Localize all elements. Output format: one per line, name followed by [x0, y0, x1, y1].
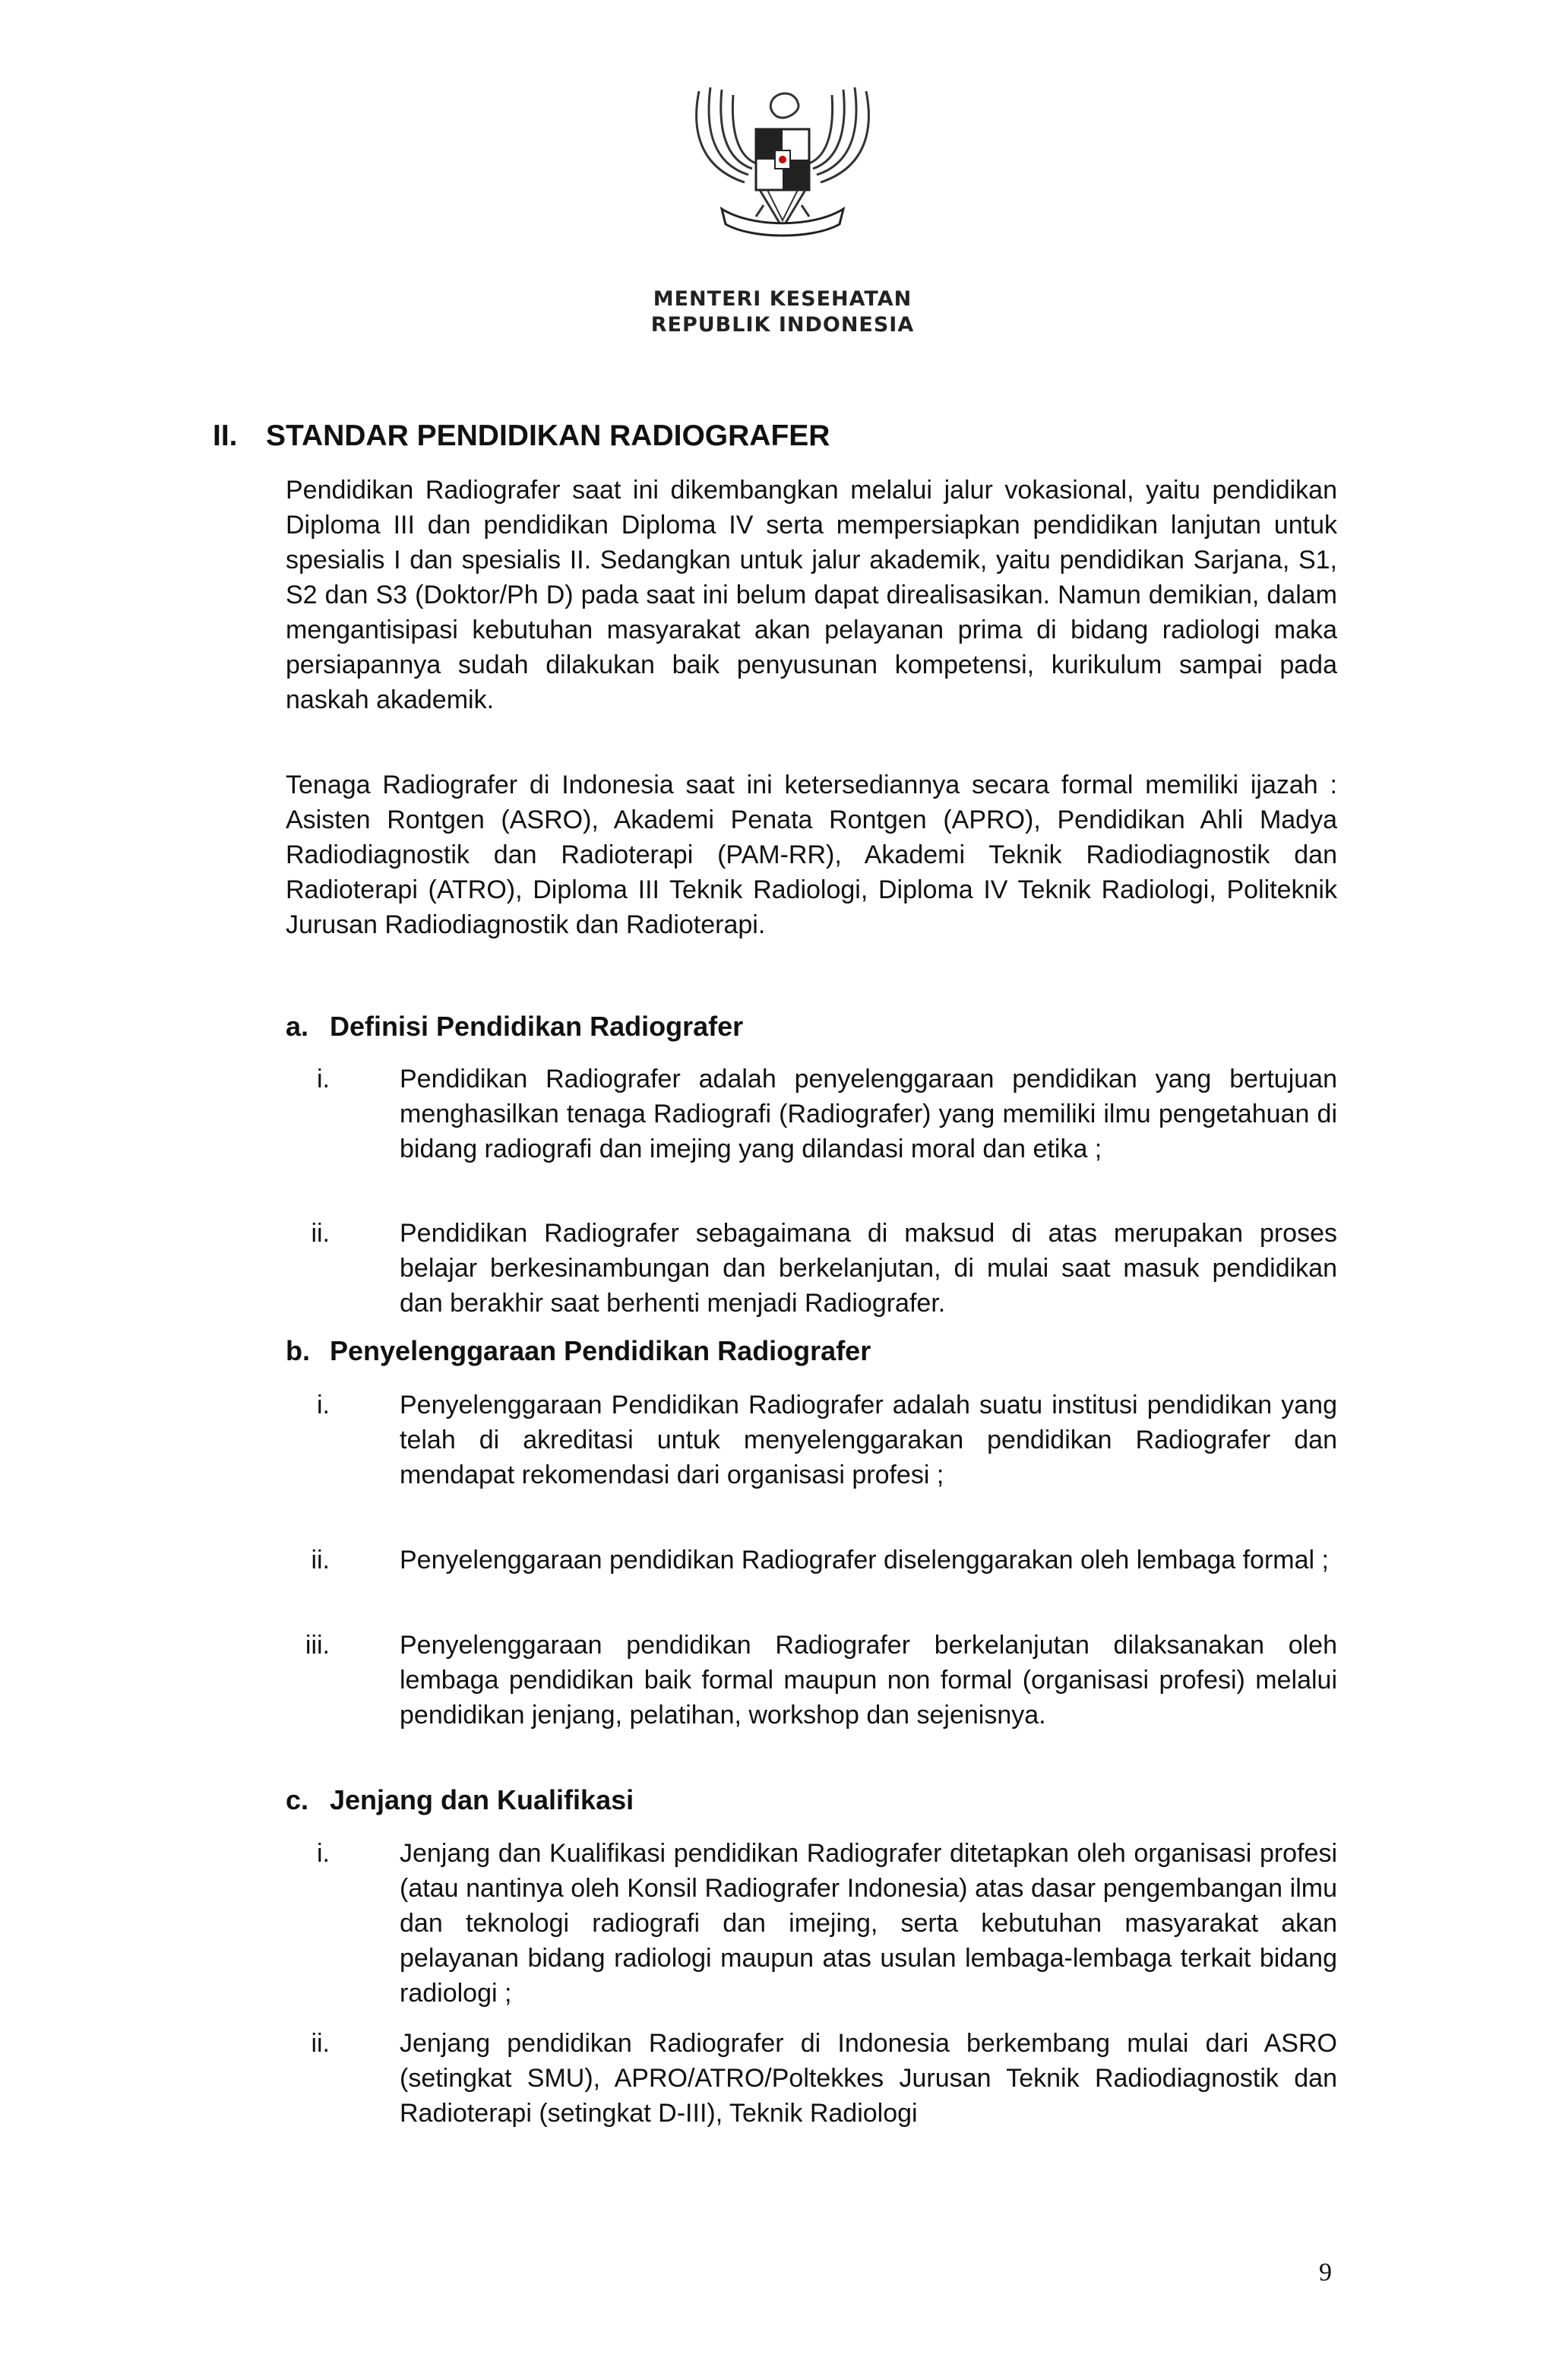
list-item-number: ii. [311, 1546, 330, 1575]
subsection-heading-a [286, 1011, 743, 1043]
list-item-text: Jenjang pendidikan Radiografer di Indonesia berkembang mulai dari ASRO (setingkat SMU), APRO/ATRO/Poltekkes Jurusan Teknik Radiodiagnostik dan Radioterapi (setingkat D-III), Teknik Radiologi [400, 2029, 1337, 2128]
list-item-text: Pendidikan Radiografer adalah penyelenggaraan pendidikan yang bertujuan menghasilkan tenaga Radiografi (Radiografer) yang memiliki ilmu pengetahuan di bidang radiografi dan imejing yang dilandasi moral dan etika ; [400, 1065, 1337, 1163]
list-item-text: Pendidikan Radiografer sebagaimana di maksud di atas merupakan proses belajar berkesinambungan dan berkelanjutan, di mulai saat masuk pendidikan dan berakhir saat berhenti menjadi Radiografer. [400, 1219, 1337, 1318]
subsection-title: Penyelenggaraan Pendidikan Radiografer [330, 1335, 871, 1366]
subsection-heading-b [286, 1335, 871, 1367]
list-item-text: Jenjang dan Kualifikasi pendidikan Radiografer ditetapkan oleh organisasi profesi (atau nantinya oleh Konsil Radiografer Indonesia) atas dasar pengembangan ilmu dan teknologi radiografi dan imejing, serta kebutuhan masyarakat akan pelayanan bidang radiologi maupun atas usulan lembaga-lembaga terkait bidang radiologi ; [400, 1839, 1337, 2008]
ministry-name: MENTERI KESEHATAN [653, 287, 912, 311]
list-item [286, 2026, 1337, 2131]
list-item [286, 1216, 1337, 1321]
list-item [286, 1836, 1337, 2011]
subsection-heading-c [286, 1784, 634, 1816]
list-item-text: Penyelenggaraan pendidikan Radiografer berkelanjutan dilaksanakan oleh lembaga pendidikan baik formal maupun non formal (organisasi profesi) melalui pendidikan jenjang, pelatihan, workshop dan sejenisnya. [400, 1631, 1337, 1730]
section-title-text: STANDAR PENDIDIKAN RADIOGRAFER [266, 419, 830, 452]
list-item [286, 1062, 1337, 1166]
list-item [286, 1628, 1337, 1733]
list-item [286, 1388, 1337, 1492]
list-item-number: i. [317, 1391, 330, 1419]
section-title [213, 419, 830, 453]
subsection-letter: b. [286, 1335, 310, 1366]
garuda-emblem-icon [669, 76, 897, 258]
subsection-letter: a. [286, 1011, 309, 1042]
ministry-country: REPUBLIK INDONESIA [650, 313, 915, 337]
list-item-number: ii. [311, 2029, 330, 2058]
paragraph: Pendidikan Radiografer saat ini dikembangkan melalui jalur vokasional, yaitu pendidikan Diploma III dan pendidikan Diploma IV serta mempersiapkan pendidikan lanjutan untuk spesialis I dan spesialis II. Sedangkan untuk jalur akademik, yaitu pendidikan Sarjana, S1, S2 dan S3 (Doktor/Ph D) pada saat ini belum dapat direalisasikan. Namun demikian, dalam mengantisipasi kebutuhan masyarakat akan pelayanan prima di bidang radiologi maka persiapannya sudah dilakukan baik penyusunan kompetensi, kurikulum sampai pada naskah akademik. [286, 476, 1337, 714]
subsection-letter: c. [286, 1784, 309, 1815]
list-item-text: Penyelenggaraan Pendidikan Radiografer adalah suatu institusi pendidikan yang telah di akreditasi untuk menyelenggarakan pendidikan Radiografer dan mendapat rekomendasi dari organisasi profesi ; [400, 1391, 1337, 1489]
subsection-title: Jenjang dan Kualifikasi [330, 1784, 634, 1815]
section-number: II. [213, 419, 238, 452]
paragraph: Tenaga Radiografer di Indonesia saat ini ketersediannya secara formal memiliki ijazah : Asisten Rontgen (ASRO), Akademi Penata Rontgen (APRO), Pendidikan Ahli Madya Radiodiagnostik dan Radioterapi (PAM-RR), Akademi Teknik Radiodiagnostik dan Radioterapi (ATRO), Diploma III Teknik Radiologi, Diploma IV Teknik Radiologi, Politeknik Jurusan Radiodiagnostik dan Radioterapi. [286, 771, 1337, 939]
list-item-text: Penyelenggaraan pendidikan Radiografer diselenggarakan oleh lembaga formal ; [400, 1546, 1329, 1575]
list-item-number: i. [317, 1065, 330, 1093]
list-item-number: iii. [305, 1631, 330, 1660]
subsection-title: Definisi Pendidikan Radiografer [330, 1011, 744, 1042]
list-item-number: i. [317, 1839, 330, 1868]
list-item [286, 1543, 1337, 1578]
page-number: 9 [1319, 2258, 1332, 2287]
list-item-number: ii. [311, 1219, 330, 1248]
